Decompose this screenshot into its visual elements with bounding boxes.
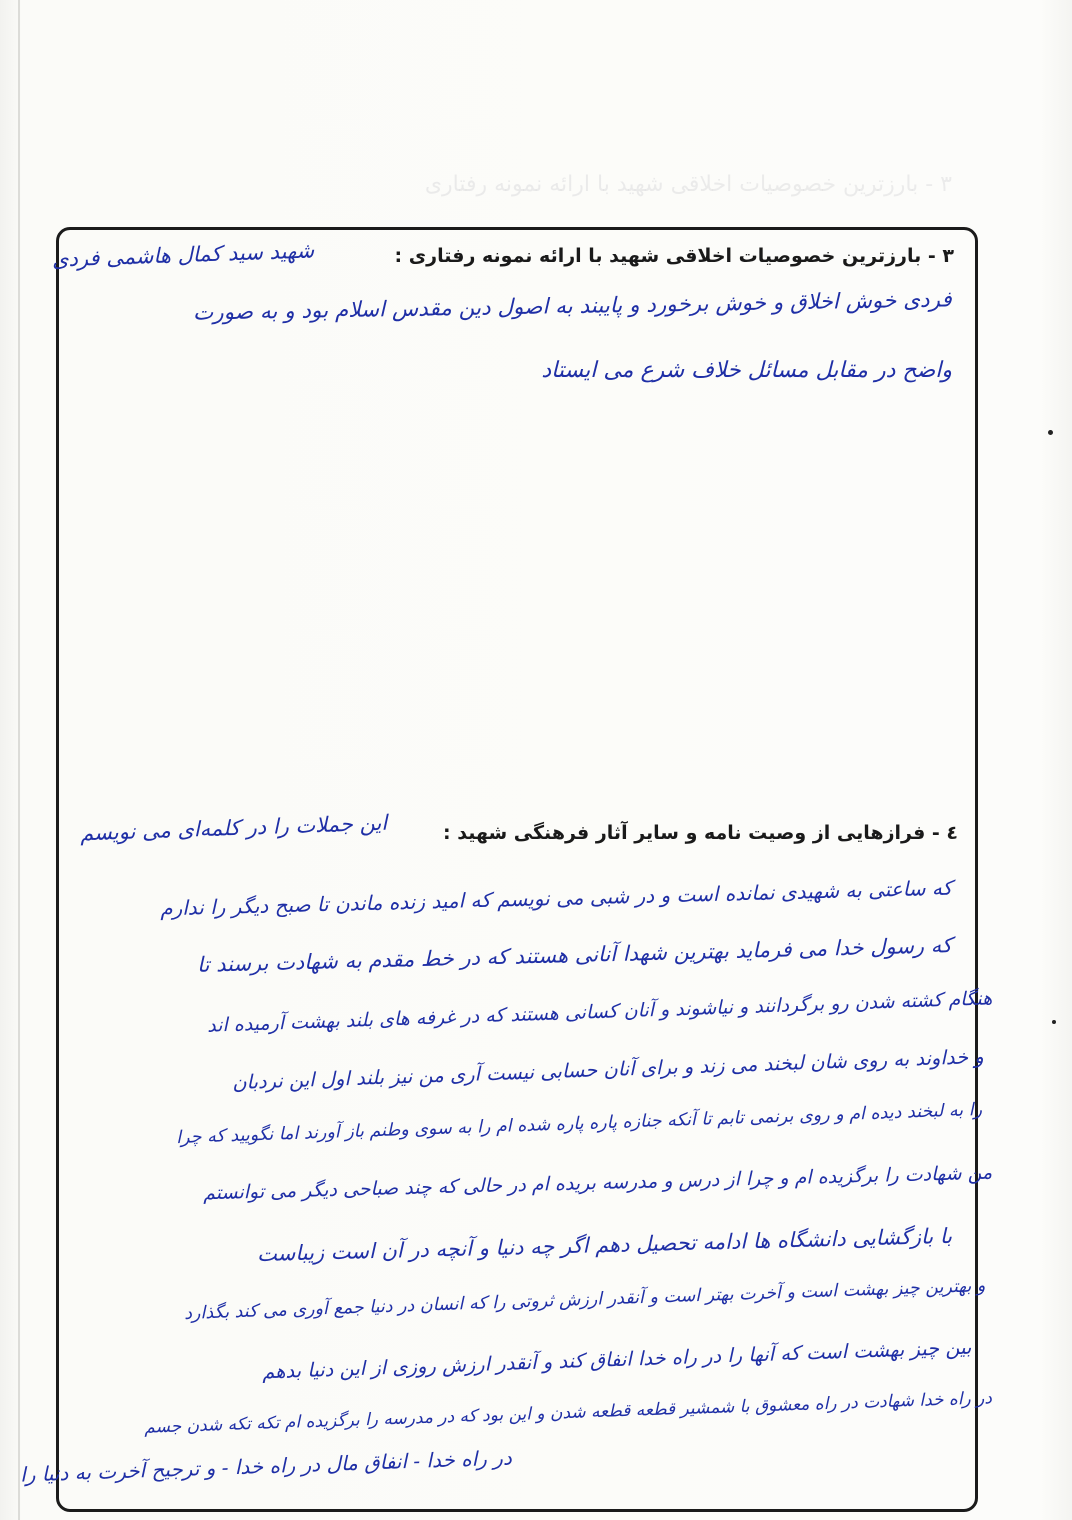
question-4-inline-answer: این جملات را در کلمه‌ای می نویسم xyxy=(79,810,388,846)
question-4-answer-line-8: و بهترین چیز بهشت است و آخرت بهتر است و آنقدر ارزش ثروتی را که انسان در دنیا جمع آوری می کند بگذارد xyxy=(184,1276,987,1324)
question-4-answer-line-7: با بازگشایی دانشگاه ها ادامه تحصیل دهم اگر چه دنیا و آنچه در آن است زیباست xyxy=(256,1223,953,1267)
question-4-answer-line-10: در راه خدا شهادت در راه معشوق با شمشیر قطعه قطعه شدن و این بود که در مدرسه را برگزیده ام تکه تکه شدن جسم xyxy=(143,1388,993,1438)
question-4-label xyxy=(443,822,958,844)
paper-edge xyxy=(18,0,20,1520)
question-4-text: ٤ - فرازهایی از وصیت نامه و سایر آثار فرهنگی شهید : xyxy=(443,822,958,844)
question-4-answer-line-2: که رسول خدا می فرماید بهترین شهدا آنانی هستند که در خط مقدم به شهادت برسند تا xyxy=(196,933,953,977)
question-3-inline-answer: شهید سید کمال هاشمی فردی xyxy=(51,238,315,272)
question-4-answer-line-4: و خداوند به روی شان لبخند می زند و برای آنان حسابی نیست آری من نیز بلند اول این نردبان xyxy=(231,1044,985,1095)
ink-speck xyxy=(1052,1020,1056,1024)
question-3-label xyxy=(395,245,954,267)
question-4-answer-line-1: که ساعتی به شهیدی نمانده است و در شبی می نویسم که امید زنده ماندن تا صبح دیگر را ندارم xyxy=(159,875,953,921)
question-3-text: ٣ - بارزترین خصوصیات اخلاقی شهید با ارائه نمونه رفتاری : xyxy=(394,245,954,267)
question-3-answer-line-2: واضح در مقابل مسائل خلاف شرع می ایستاد xyxy=(541,358,952,383)
bleed-through-heading: ٣ - بارزترین خصوصیات اخلاقی شهید با ارائه نمونه رفتاری xyxy=(424,172,952,197)
question-4-answer-line-11: در راه خدا - انفاق مال در راه خدا - و ترجیح آخرت به دنیا را xyxy=(19,1445,513,1487)
ink-speck xyxy=(1048,430,1053,435)
question-4-answer-line-9: بین چیز بهشت است که آنها را در راه خدا انفاق کند و آنقدر ارزش روزی از این دنیا بدهم xyxy=(262,1335,973,1384)
question-4-answer-line-5: را به لبخند دیده ام و روی برنمی تابم تا آنکه جنازه پاره پاره شده ام را به سوی وطنم باز آورند اما نگویید که چرا xyxy=(175,1099,983,1149)
question-4-answer-line-6: من شهادت را برگزیده ام و چرا از درس و مدرسه بریده ام در حالی که چند صباحی دیگر می توانستم xyxy=(202,1161,993,1205)
question-3-answer-line-1: فردی خوش اخلاق و خوش برخورد و پایبند به اصول دین مقدس اسلام بود و به صورت xyxy=(193,287,953,326)
question-4-answer-line-3: هنگام کشته شدن رو برگردانند و نیاشوند و آنان کسانی هستند که در غرفه های بلند بهشت آرمیده اند xyxy=(206,987,993,1037)
